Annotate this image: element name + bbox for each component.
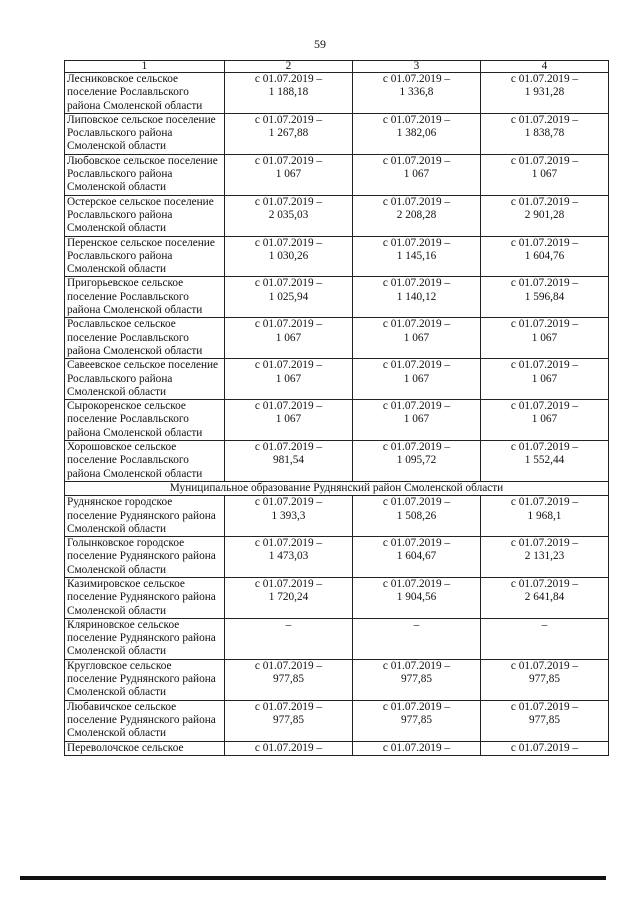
table-header <box>65 61 609 73</box>
tariff-cell-col2 <box>225 359 353 400</box>
tariff-cell-col2 <box>225 154 353 195</box>
settlement-name: Хорошовское сельское поселение Рославльского района Смоленской области <box>65 441 225 482</box>
tariff-cell-col3 <box>353 577 481 618</box>
tariff-date: с 01.07.2019 – <box>254 113 323 126</box>
tariff-value: 1 067 <box>531 168 558 181</box>
tariff-value: 1 067 <box>531 413 558 426</box>
settlement-name: Савеевское сельское поселение Рославльского района Смоленской области <box>65 359 225 400</box>
tariff-value: 1 067 <box>403 372 430 385</box>
tariff-value: 1 720,24 <box>268 591 309 604</box>
tariff-date: с 01.07.2019 – <box>382 318 451 331</box>
tariff-date: с 01.07.2019 – <box>254 577 323 590</box>
settlement-name: Любовское сельское поселение Рославльского района Смоленской области <box>65 154 225 195</box>
tariff-date: с 01.07.2019 – <box>510 113 579 126</box>
settlement-name: Пригорьевское сельское поселение Рославльского района Смоленской области <box>65 277 225 318</box>
tariff-value: 1 067 <box>275 372 302 385</box>
table-row <box>65 359 609 400</box>
tariff-cell-col3 <box>353 400 481 441</box>
tariff-date: с 01.07.2019 – <box>254 73 323 85</box>
tariff-date: с 01.07.2019 – <box>510 154 579 167</box>
tariff-cell-col2 <box>225 277 353 318</box>
settlement-name: Руднянское городское поселение Руднянского района Смоленской области <box>65 496 225 537</box>
tariff-cell-col3 <box>353 496 481 537</box>
tariff-cell-col4 <box>481 113 609 154</box>
tariff-value: 1 968,1 <box>527 509 562 522</box>
tariff-value: 2 208,28 <box>396 208 437 221</box>
tariff-cell-col4 <box>481 400 609 441</box>
tariff-cell-col3 <box>353 700 481 741</box>
tariff-date: с 01.07.2019 – <box>382 154 451 167</box>
settlement-name: Перенское сельское поселение Рославльского района Смоленской области <box>65 236 225 277</box>
tariff-value: 1 393,3 <box>271 509 306 522</box>
tariff-date: с 01.07.2019 – <box>510 277 579 290</box>
column-header-4: 4 <box>481 61 609 73</box>
tariff-value: 977,85 <box>528 673 561 686</box>
table-row <box>65 154 609 195</box>
settlement-name: Кругловское сельское поселение Руднянского района Смоленской области <box>65 659 225 700</box>
tariff-value: 1 473,03 <box>268 550 309 563</box>
tariff-date: с 01.07.2019 – <box>510 441 579 454</box>
tariff-date: с 01.07.2019 – <box>510 236 579 249</box>
table-row <box>65 537 609 578</box>
tariff-date: с 01.07.2019 – <box>382 496 451 509</box>
tariff-date: с 01.07.2019 – <box>510 359 579 372</box>
tariff-date: – <box>541 618 548 631</box>
tariff-date: с 01.07.2019 – <box>510 195 579 208</box>
settlement-name: Кляриновское сельское поселение Руднянского района Смоленской области <box>65 618 225 659</box>
settlement-name: Остерское сельское поселение Рославльского района Смоленской области <box>65 195 225 236</box>
settlement-name: Сырокоренское сельское поселение Рославльского района Смоленской области <box>65 400 225 441</box>
tariff-date: с 01.07.2019 – <box>254 741 323 754</box>
tariff-value: 1 604,76 <box>524 249 565 262</box>
tariff-date: с 01.07.2019 – <box>382 400 451 413</box>
tariff-date: с 01.07.2019 – <box>382 537 451 550</box>
tariff-date: – <box>285 618 292 631</box>
tariff-cell-col3 <box>353 359 481 400</box>
tariff-cell-col2 <box>225 113 353 154</box>
settlement-name: Казимировское сельское поселение Руднянского района Смоленской области <box>65 577 225 618</box>
table-row <box>65 318 609 359</box>
tariff-date: с 01.07.2019 – <box>510 659 579 672</box>
tariff-value: 1 067 <box>275 331 302 344</box>
table-row <box>65 113 609 154</box>
tariff-date: с 01.07.2019 – <box>254 154 323 167</box>
tariff-cell-col2 <box>225 537 353 578</box>
tariff-date: с 01.07.2019 – <box>382 741 451 754</box>
tariff-date: с 01.07.2019 – <box>254 659 323 672</box>
tariff-value: 977,85 <box>400 673 433 686</box>
tariff-date: с 01.07.2019 – <box>254 700 323 713</box>
tariff-value: 1 596,84 <box>524 290 565 303</box>
tariff-cell-col4 <box>481 277 609 318</box>
tariff-cell-col3 <box>353 537 481 578</box>
tariff-cell-col3 <box>353 318 481 359</box>
section-title: Муниципальное образование Руднянский район Смоленской области <box>65 481 609 495</box>
tariff-date: с 01.07.2019 – <box>382 277 451 290</box>
tariff-cell-col2 <box>225 496 353 537</box>
table-row <box>65 236 609 277</box>
tariff-date: с 01.07.2019 – <box>382 236 451 249</box>
tariff-value: 1 838,78 <box>524 127 565 140</box>
table-row <box>65 400 609 441</box>
tariff-date: с 01.07.2019 – <box>382 700 451 713</box>
tariff-cell-col2 <box>225 195 353 236</box>
tariff-value: 2 131,23 <box>524 550 565 563</box>
tariff-value: 1 030,26 <box>268 249 309 262</box>
tariff-date: с 01.07.2019 – <box>382 441 451 454</box>
tariff-date: с 01.07.2019 – <box>382 359 451 372</box>
tariff-value: 1 188,18 <box>268 86 309 99</box>
tariff-value: 1 552,44 <box>524 454 565 467</box>
tariff-cell-col4 <box>481 659 609 700</box>
tariff-cell-col4 <box>481 318 609 359</box>
tariff-value: 1 067 <box>275 168 302 181</box>
table-row <box>65 577 609 618</box>
tariff-date: с 01.07.2019 – <box>254 195 323 208</box>
tariff-cell-col4 <box>481 73 609 114</box>
tariff-value: 1 067 <box>531 372 558 385</box>
tariff-value: 1 267,88 <box>268 127 309 140</box>
tariff-date: с 01.07.2019 – <box>254 400 323 413</box>
tariff-cell-col3 <box>353 441 481 482</box>
tariff-value: 1 931,28 <box>524 86 565 99</box>
tariff-value: 977,85 <box>528 713 561 726</box>
column-header-1: 1 <box>65 61 225 73</box>
tariff-date: с 01.07.2019 – <box>254 236 323 249</box>
settlement-name: Любавичское сельское поселение Руднянского района Смоленской области <box>65 700 225 741</box>
tariff-date: с 01.07.2019 – <box>510 577 579 590</box>
tariff-value: 1 382,06 <box>396 127 437 140</box>
tariff-date: с 01.07.2019 – <box>510 496 579 509</box>
table-body <box>65 73 609 756</box>
tariff-cell-col3 <box>353 154 481 195</box>
tariff-cell-col4 <box>481 195 609 236</box>
tariff-cell-col2 <box>225 618 353 659</box>
table-row <box>65 496 609 537</box>
tariff-cell-col2 <box>225 700 353 741</box>
tariff-date: с 01.07.2019 – <box>382 113 451 126</box>
tariff-date: с 01.07.2019 – <box>510 741 579 754</box>
tariff-cell-col4 <box>481 741 609 755</box>
table-row <box>65 700 609 741</box>
settlement-name: Голынковское городское поселение Руднянского района Смоленской области <box>65 537 225 578</box>
page-number: 59 <box>314 37 326 51</box>
section-row <box>65 481 609 495</box>
tariff-value: 2 641,84 <box>524 591 565 604</box>
tariff-value: 1 067 <box>403 413 430 426</box>
tariff-value: 1 067 <box>275 413 302 426</box>
settlement-name: Переволочское сельское <box>65 741 225 755</box>
tariff-cell-col4 <box>481 359 609 400</box>
table-row <box>65 618 609 659</box>
tariff-value: 2 035,03 <box>268 208 309 221</box>
tariff-cell-col3 <box>353 659 481 700</box>
tariff-value: 1 904,56 <box>396 591 437 604</box>
tariff-cell-col2 <box>225 400 353 441</box>
tariff-cell-col4 <box>481 537 609 578</box>
tariff-value: 1 508,26 <box>396 509 437 522</box>
tariff-date: с 01.07.2019 – <box>510 400 579 413</box>
tariff-date: с 01.07.2019 – <box>382 195 451 208</box>
tariff-value: 1 067 <box>403 168 430 181</box>
tariff-date: с 01.07.2019 – <box>254 318 323 331</box>
settlement-name: Рославльское сельское поселение Рославльского района Смоленской области <box>65 318 225 359</box>
tariff-cell-col4 <box>481 618 609 659</box>
tariff-value: 1 145,16 <box>396 249 437 262</box>
tariff-date: с 01.07.2019 – <box>254 277 323 290</box>
tariff-cell-col2 <box>225 73 353 114</box>
tariff-value: 1 095,72 <box>396 454 437 467</box>
tariff-cell-col4 <box>481 154 609 195</box>
tariff-date: с 01.07.2019 – <box>510 73 579 85</box>
table-row <box>65 73 609 114</box>
tariff-date: с 01.07.2019 – <box>254 496 323 509</box>
column-header-3: 3 <box>353 61 481 73</box>
tariff-cell-col4 <box>481 700 609 741</box>
tariff-cell-col3 <box>353 236 481 277</box>
tariff-value: 1 336,8 <box>399 86 434 99</box>
tariff-date: с 01.07.2019 – <box>510 318 579 331</box>
tariff-date: с 01.07.2019 – <box>382 659 451 672</box>
tariff-value: 1 067 <box>531 331 558 344</box>
tariff-table <box>64 60 609 756</box>
tariff-value: 977,85 <box>272 673 305 686</box>
tariff-date: с 01.07.2019 – <box>254 441 323 454</box>
table-row <box>65 195 609 236</box>
tariff-cell-col4 <box>481 496 609 537</box>
tariff-cell-col2 <box>225 441 353 482</box>
tariff-cell-col4 <box>481 236 609 277</box>
tariff-date: – <box>413 618 420 631</box>
tariff-date: с 01.07.2019 – <box>510 537 579 550</box>
tariff-cell-col3 <box>353 195 481 236</box>
tariff-value: 1 604,67 <box>396 550 437 563</box>
tariff-value: 1 140,12 <box>396 290 437 303</box>
tariff-value: 1 067 <box>403 331 430 344</box>
settlement-name: Лесниковское сельское поселение Рославльского района Смоленской области <box>65 73 225 114</box>
tariff-cell-col2 <box>225 318 353 359</box>
tariff-date: с 01.07.2019 – <box>382 73 451 85</box>
tariff-cell-col2 <box>225 577 353 618</box>
tariff-cell-col3 <box>353 618 481 659</box>
table-row <box>65 441 609 482</box>
tariff-cell-col2 <box>225 236 353 277</box>
bottom-rule <box>20 876 606 880</box>
tariff-value: 977,85 <box>272 713 305 726</box>
tariff-value: 981,54 <box>272 454 305 467</box>
table-row <box>65 277 609 318</box>
tariff-date: с 01.07.2019 – <box>254 537 323 550</box>
tariff-cell-col4 <box>481 441 609 482</box>
tariff-date: с 01.07.2019 – <box>382 577 451 590</box>
tariff-cell-col3 <box>353 277 481 318</box>
tariff-cell-col2 <box>225 741 353 755</box>
tariff-date: с 01.07.2019 – <box>254 359 323 372</box>
tariff-date: с 01.07.2019 – <box>510 700 579 713</box>
settlement-name: Липовское сельское поселение Рославльского района Смоленской области <box>65 113 225 154</box>
tariff-value: 977,85 <box>400 713 433 726</box>
table-row <box>65 741 609 755</box>
tariff-value: 1 025,94 <box>268 290 309 303</box>
column-header-2: 2 <box>225 61 353 73</box>
table-row <box>65 659 609 700</box>
tariff-cell-col3 <box>353 113 481 154</box>
tariff-cell-col3 <box>353 73 481 114</box>
tariff-cell-col3 <box>353 741 481 755</box>
tariff-value: 2 901,28 <box>524 208 565 221</box>
tariff-cell-col4 <box>481 577 609 618</box>
tariff-cell-col2 <box>225 659 353 700</box>
